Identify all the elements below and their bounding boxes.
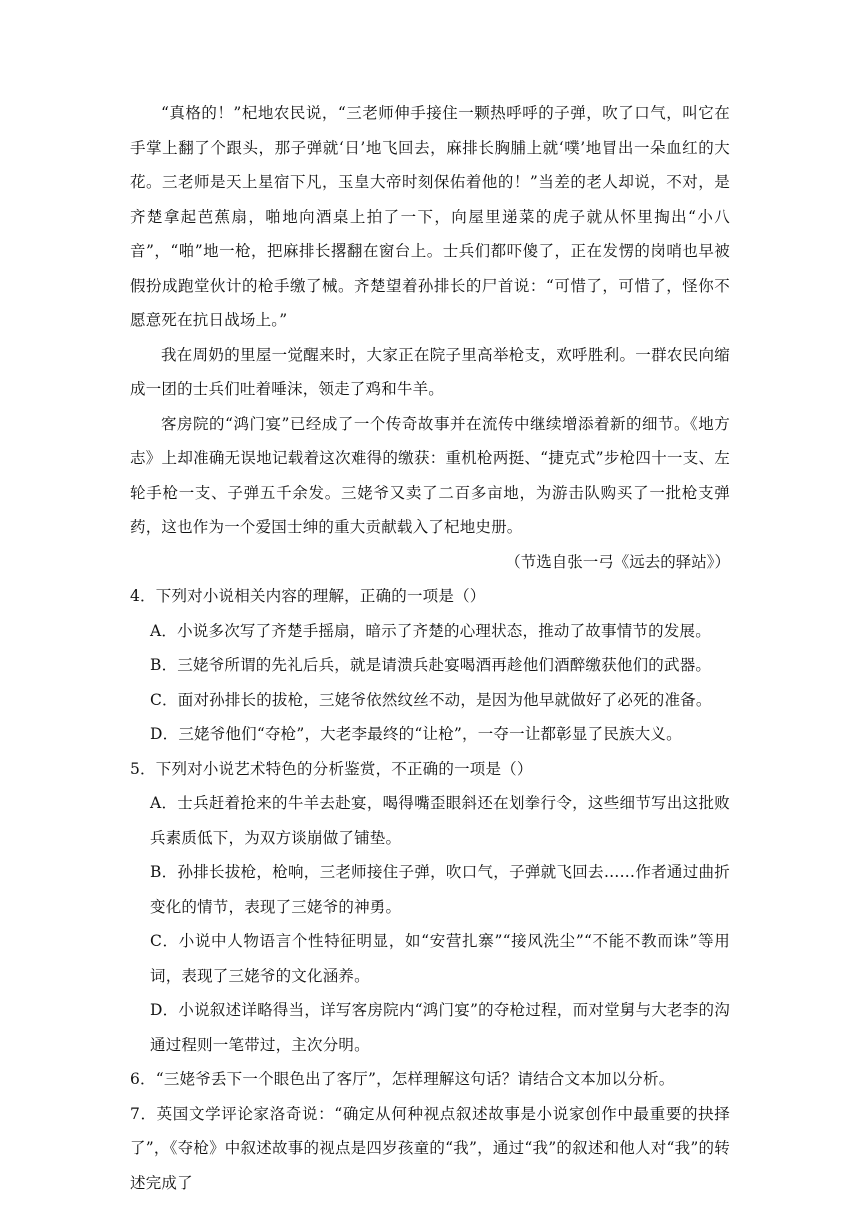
question-stem: 6．“三姥爷丢下一个眼色出了客厅”，怎样理解这句话？请结合文本加以分析。 — [130, 1070, 675, 1088]
document-page — [130, 96, 730, 1200]
question-stem: 7．英国文学评论家洛奇说：“确定从何种视点叙述故事是小说家创作中最重要的抉择了”，《夺枪》中叙述故事的视点是四岁孩童的“我”，通过“我”的叙述和他人对“我”的转述完成了 — [130, 1104, 730, 1192]
question-5 — [130, 752, 730, 1063]
question-4 — [130, 579, 730, 752]
passage-paragraph: 我在周奶的里屋一觉醒来时，大家正在院子里高举枪支，欢呼胜利。一群农民向缩成一团的士兵们吐着唾沫，领走了鸡和牛羊。 — [130, 345, 730, 398]
passage-paragraph: 客房院的“鸿门宴”已经成了一个传奇故事并在流传中继续增添着新的细节。《地方志》上却准确无误地记载着这次难得的缴获：重机枪两挺、“捷克式”步枪四十一支、左轮手枪一支、子弹五千余发。三姥爷又卖了二百多亩地，为游击队购买了一批枪支弹药，这也作为一个爱国士绅的重大贡献载入了杞地史册。 — [130, 414, 730, 536]
question-stem: 4．下列对小说相关内容的理解，正确的一项是（） — [130, 587, 486, 605]
option-c: C．面对孙排长的拔枪，三姥爷依然纹丝不动，是因为他早就做好了必死的准备。 — [150, 690, 712, 709]
option-c: C．小说中人物语言个性特征明显，如“安营扎寨”“接风洗尘”“不能不教而诛”等用词，表现了三姥爷的文化涵养。 — [150, 932, 730, 985]
passage-paragraph: “真格的！”杞地农民说，“三老师伸手接住一颗热呼呼的子弹，吹了口气，叫它在手掌上翻了个跟头，那子弹就‘日’地飞回去，麻排长胸脯上就‘噗’地冒出一朵血红的大花。三老师是天上星宿下凡，玉皇大帝时刻保佑着他的！”当差的老人却说，不对，是齐楚拿起芭蕉扇，啪地向酒桌上拍了一下，向屋里递菜的虎子就从怀里掏出“小八音”，“啪”地一枪，把麻排长撂翻在窗台上。士兵们都吓傻了，正在发愣的岗哨也早被假扮成跑堂伙计的枪手缴了械。齐楚望着孙排长的尸首说：“可惜了，可惜了，怪你不愿意死在抗日战场上。” — [130, 104, 730, 329]
passage — [130, 96, 730, 579]
option-b: B．三姥爷所谓的先礼后兵，就是请溃兵赴宴喝酒再趁他们酒醉缴获他们的武器。 — [150, 656, 712, 674]
question-7 — [130, 1097, 730, 1201]
option-d: D．小说叙述详略得当，详写客房院内“鸿门宴”的夺枪过程，而对堂舅与大老李的沟通过程则一笔带过，主次分明。 — [150, 1001, 730, 1054]
option-b: B．孙排长拔枪，枪响，三老师接住子弹，吹口气，子弹就飞回去……作者通过曲折变化的情节，表现了三姥爷的神勇。 — [150, 863, 730, 916]
option-a: A．小说多次写了齐楚手摇扇，暗示了齐楚的心理状态，推动了故事情节的发展。 — [150, 621, 711, 640]
question-stem: 5．下列对小说艺术特色的分析鉴赏，不正确的一项是（） — [130, 759, 533, 778]
option-a: A．士兵赶着抢来的牛羊去赴宴，喝得嘴歪眼斜还在划拳行令，这些细节写出这批败兵素质低下，为双方谈崩做了铺垫。 — [150, 794, 730, 847]
question-6 — [130, 1062, 730, 1097]
option-d: D．三姥爷他们“夺枪”，大老李最终的“让枪”，一夺一让都彰显了民族大义。 — [150, 725, 682, 743]
passage-source: （节选自张一弓《远去的驿站》） — [505, 552, 730, 571]
